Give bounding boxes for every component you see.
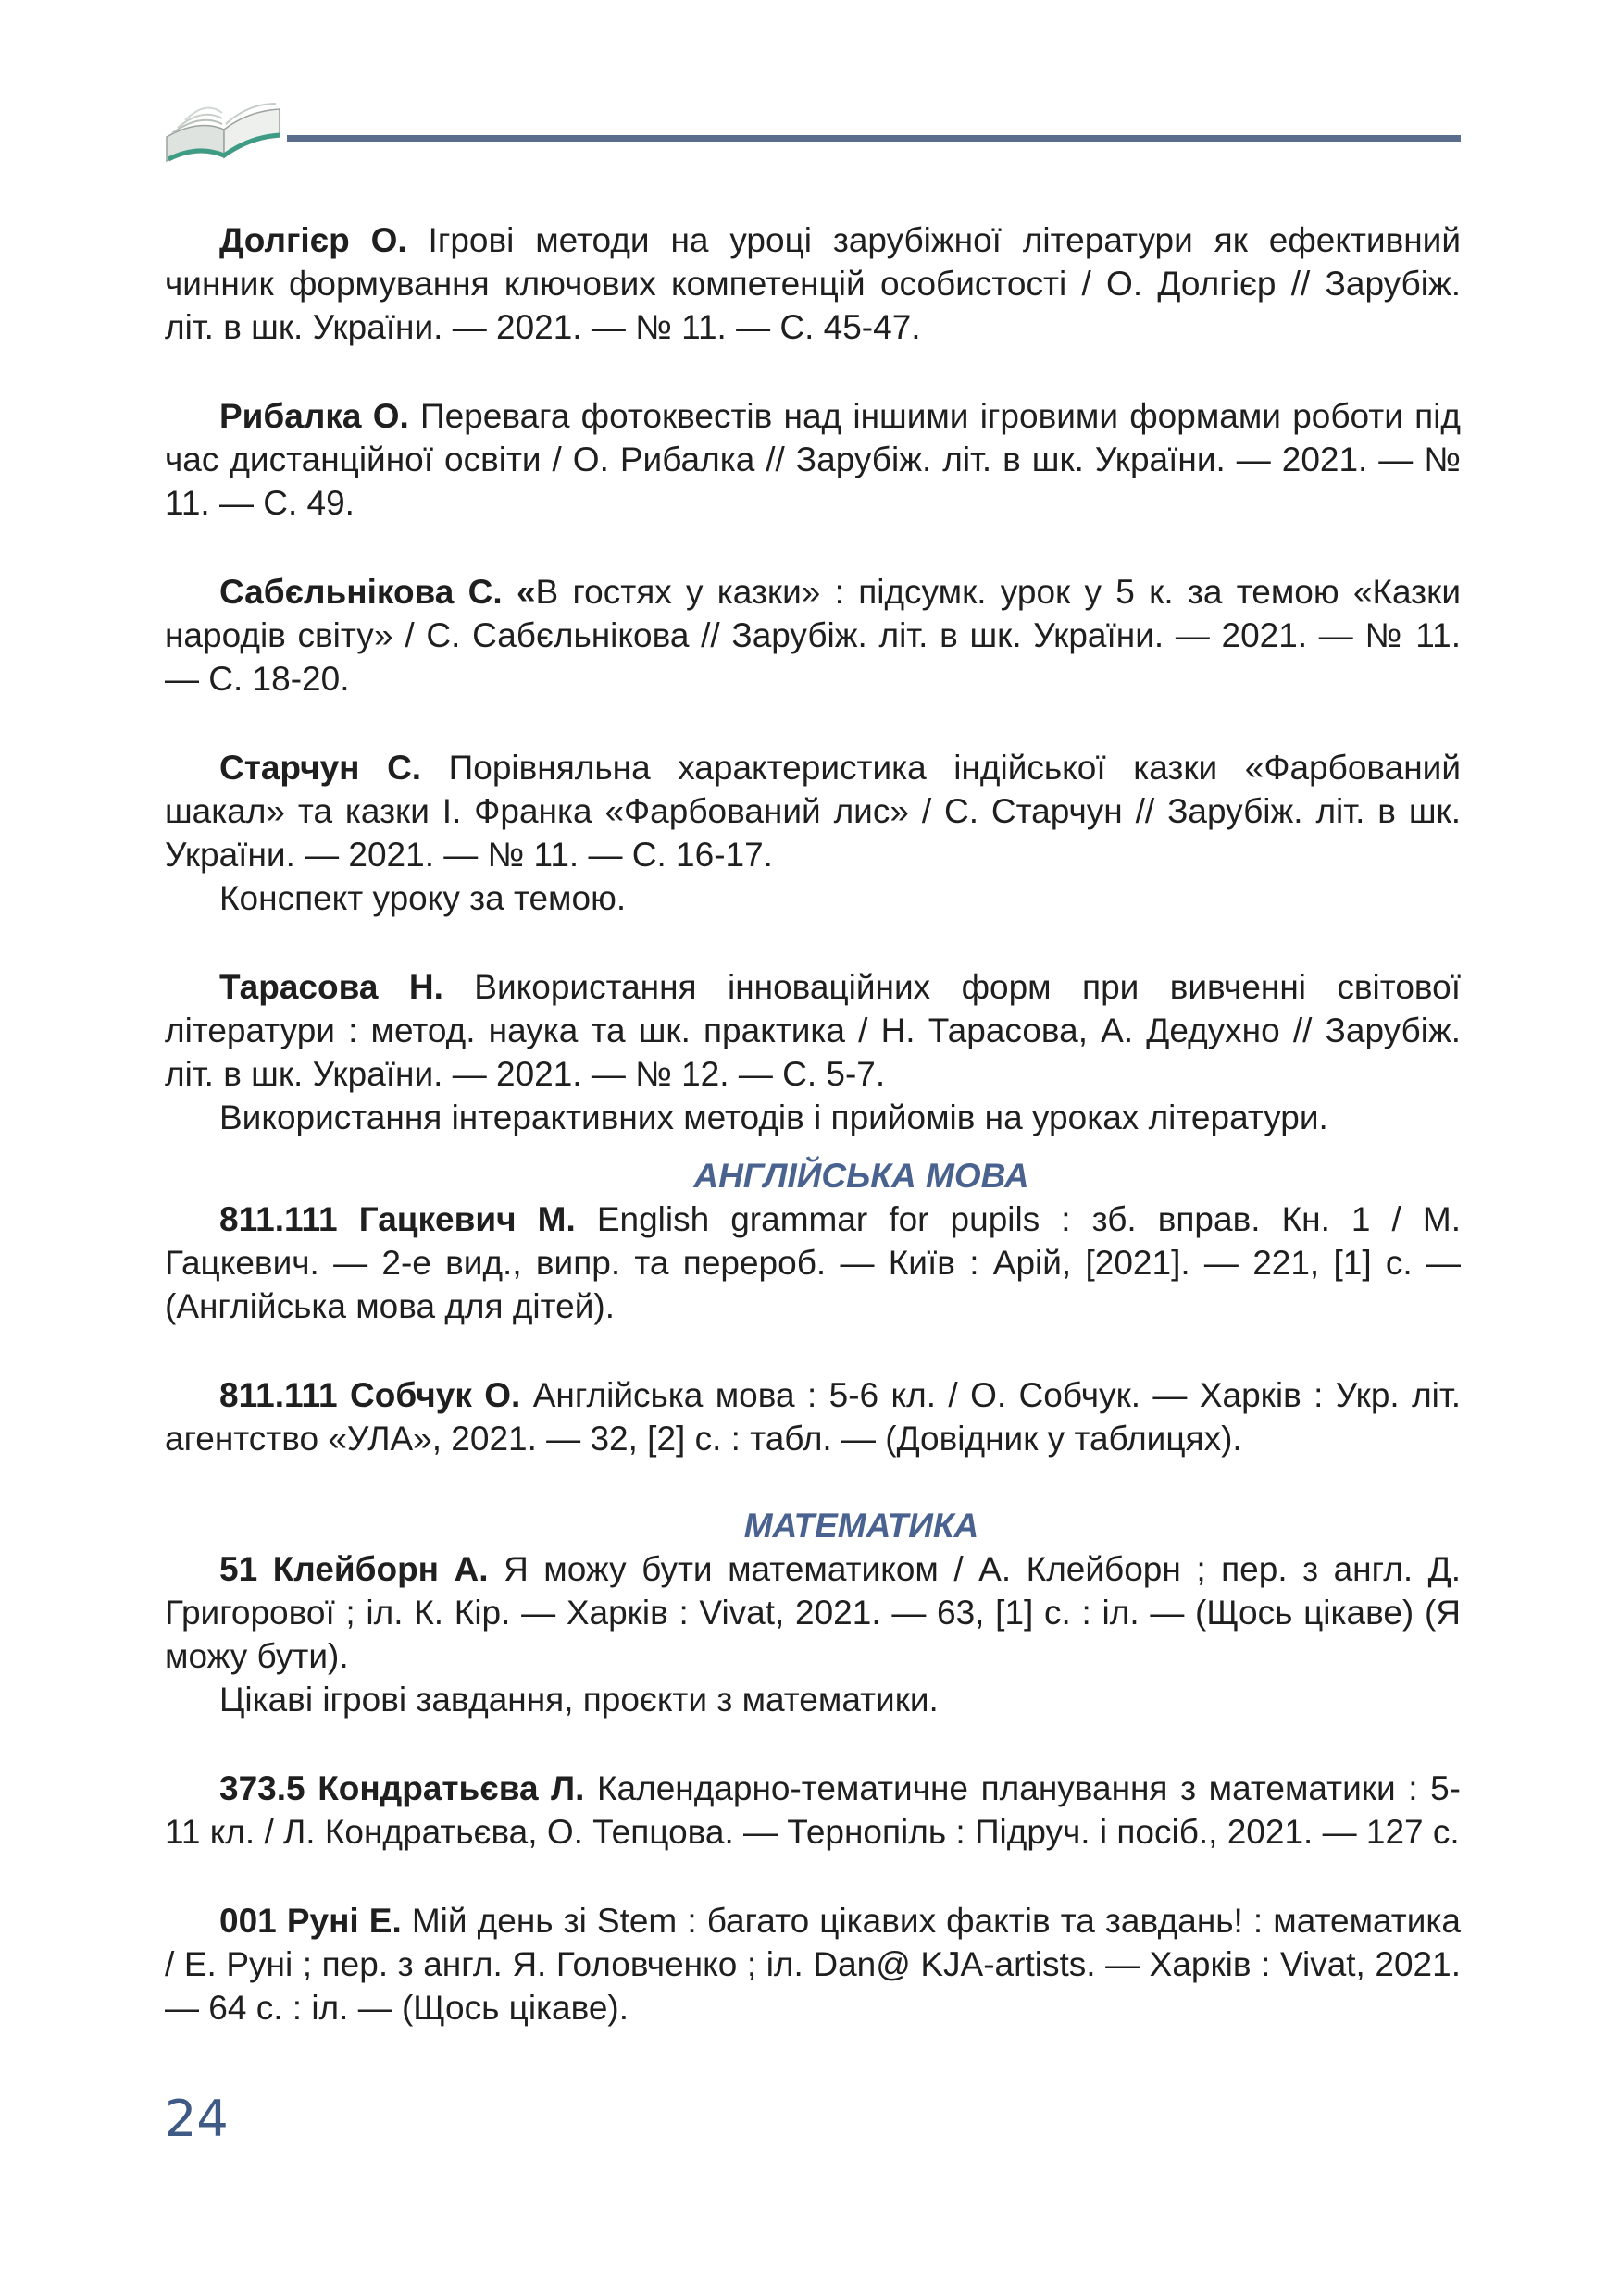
bibliography-entry	[165, 1767, 1461, 1854]
entry-text: Порівняльна характеристика індійської казки «Фарбований шакал» та казки І. Франка «Фарбований лис» / С. Старчун // Зарубіж. літ. в шк. України. — 2021. — № 11. — С. 16-17.	[165, 749, 1461, 874]
section-heading-english: АНГЛІЙСЬКА МОВА	[693, 1157, 1029, 1195]
entry-author: Собчук О.	[350, 1376, 521, 1414]
bibliography-entry	[165, 1198, 1461, 1328]
bibliography-entry	[165, 1899, 1461, 2029]
entry-author: Клейборн А.	[272, 1550, 489, 1588]
bibliography-entry	[165, 1547, 1461, 1721]
entry-text: Використання інноваційних форм при вивченні світової літератури : метод. наука та шк. практика / Н. Тарасова, А. Дедухно // Зарубіж. літ. в шк. України. — 2021. — № 12. — С. 5-7.	[165, 968, 1461, 1093]
bibliography-list	[165, 218, 1461, 2075]
entry-code: 001	[219, 1902, 277, 1940]
page-number: 24	[165, 2090, 229, 2148]
open-book-icon	[157, 72, 287, 165]
entry-author: Старчун С.	[219, 749, 422, 787]
bibliography-entry	[165, 394, 1461, 525]
entry-author: Сабєльнікова С. «	[219, 573, 536, 611]
entry-code: 811.111	[219, 1200, 338, 1238]
bibliography-entry	[165, 218, 1461, 349]
entry-author: Гацкевич М.	[358, 1200, 576, 1238]
entry-author: Долгієр О.	[219, 221, 407, 259]
bibliography-entry	[165, 746, 1461, 920]
entry-text: English grammar for pupils : зб. вправ. Кн. 1 / М. Гацкевич. — 2-е вид., випр. та перероб. — Київ : Арій, [2021]. — 221, [1] с. — (Англійська мова для дітей).	[165, 1200, 1462, 1325]
entry-note: Цікаві ігрові завдання, проєкти з математики.	[219, 1681, 939, 1719]
entry-text: Англійська мова : 5-6 кл. / О. Собчук. — Харків : Укр. літ. агентство «УЛА», 2021. — 32, [2] с. : табл. — (Довідник у таблицях).	[165, 1376, 1462, 1458]
entry-text: Я можу бути математиком / А. Клейборн ; пер. з англ. Д. Григорової ; іл. К. Кір. — Харків : Vivat, 2021. — 63, [1] с. : іл. — (Щось цікаве) (Я можу бути).	[165, 1550, 1462, 1675]
entry-code: 373.5	[219, 1769, 305, 1807]
entry-author: Кондратьєва Л.	[318, 1769, 585, 1807]
header-rule	[287, 135, 1461, 142]
entry-text: В гостях у казки» : підсумк. урок у 5 к. за темою «Казки народів світу» / С. Сабєльнікова // Зарубіж. літ. в шк. України. — 2021. — № 11. — С. 18-20.	[165, 573, 1461, 698]
bibliography-entry	[165, 965, 1461, 1139]
entry-code: 51	[219, 1550, 258, 1588]
entry-text: Мій день зі Stem : багато цікавих фактів та завдань! : математика / Е. Руні ; пер. з англ. Я. Головченко ; іл. Dan@ KJA-artists. — Харків : Vivat, 2021. — 64 с. : іл. — (Щось цікаве).	[165, 1902, 1461, 2027]
entry-author: Тарасова Н.	[219, 968, 443, 1006]
entry-note: Використання інтерактивних методів і прийомів на уроках літератури.	[219, 1098, 1328, 1136]
entry-code: 811.111	[219, 1376, 338, 1414]
entry-author: Рибалка О.	[219, 397, 409, 435]
entry-text: Календарно-тематичне планування з математики : 5-11 кл. / Л. Кондратьєва, О. Тепцова. — Тернопіль : Підруч. і посіб., 2021. — 127 с.	[165, 1769, 1462, 1851]
entry-text: Ігрові методи на уроці зарубіжної літератури як ефективний чинник формування ключових компетенцій особистості / О. Долгієр // Зарубіж. літ. в шк. України. — 2021. — № 11. — С. 45-47.	[165, 221, 1461, 346]
bibliography-entry	[165, 570, 1461, 701]
entry-author: Руні Е.	[286, 1902, 402, 1940]
entry-text: Перевага фотоквестів над іншими ігровими формами роботи під час дистанційної освіти / О. Рибалка // Зарубіж. літ. в шк. України. — 2021. — № 11. — С. 49.	[165, 397, 1462, 522]
section-heading-math: МАТЕМАТИКА	[743, 1507, 979, 1545]
bibliography-entry	[165, 1373, 1461, 1460]
entry-note: Конспект уроку за темою.	[219, 879, 627, 917]
